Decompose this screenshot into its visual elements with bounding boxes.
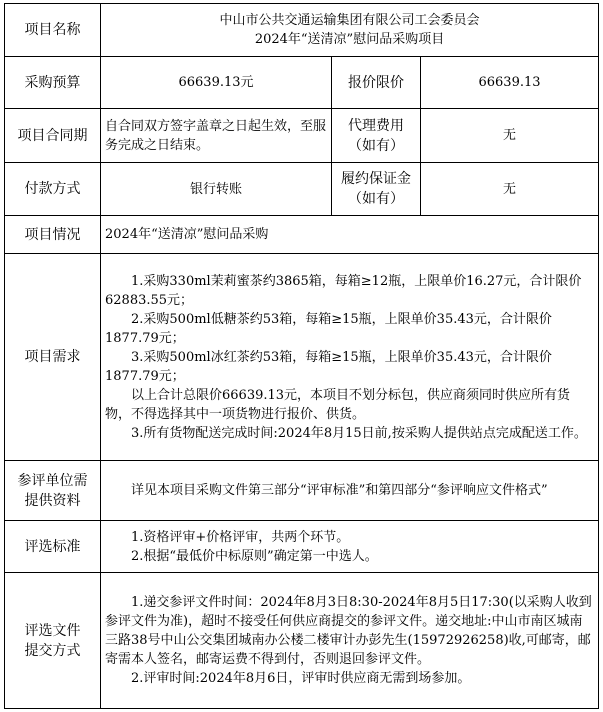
submission-line2: 提交方式 [24, 642, 81, 659]
label-agency-fee [332, 109, 421, 163]
materials-line2: 提供资料 [24, 492, 81, 509]
label-budget: 采购预算 [5, 57, 101, 109]
row-materials [5, 461, 599, 521]
criteria-item: 2.根据“最低价中标原则”确定第一中选人。 [131, 548, 378, 564]
label-project-name: 项目名称 [5, 4, 101, 57]
value-materials [101, 461, 599, 521]
label-price-limit: 报价限价 [332, 57, 421, 109]
value-payment: 银行转账 [101, 163, 332, 216]
row-submission [5, 573, 599, 709]
agency-fee-line1: 代理费用 [348, 117, 404, 134]
requirement-item: 1.采购330ml茉莉蜜茶约3865箱，每箱≥12瓶，上限单价16.27元，合计限价62883.55元； [105, 273, 582, 308]
value-requirements [101, 254, 599, 461]
procurement-table [4, 3, 599, 709]
agency-fee-line2: （如有） [348, 137, 404, 154]
requirement-item: 2.采购500ml低糖茶约53箱，每箱≥15瓶，上限单价35.43元，合计限价1877.79元； [105, 311, 552, 346]
value-project-name [101, 4, 599, 57]
row-situation [5, 216, 599, 254]
submission-item: 2.评审时间:2024年8月6日，评审时供应商无需到场参加。 [131, 671, 471, 686]
project-name-line2: 2024年“送清凉”慰问品采购项目 [254, 32, 445, 47]
row-payment [5, 163, 599, 216]
label-contract-period: 项目合同期 [5, 109, 101, 163]
deposit-line1: 履约保证金 [341, 171, 411, 187]
value-budget: 66639.13元 [101, 57, 332, 109]
value-situation: 2024年“送清凉”慰问品采购 [101, 216, 599, 254]
requirement-item: 以上合计总限价66639.13元，本项目不划分标包，供应商须同时供应所有货物，不得选择其中一项货物进行报价、供货。 [105, 387, 571, 422]
project-name-line1: 中山市公共交通运输集团有限公司工会委员会 [219, 13, 480, 28]
value-deposit: 无 [421, 163, 599, 216]
value-price-limit: 66639.13 [421, 57, 599, 109]
value-contract-period: 自合同双方签字盖章之日起生效，至服务完成之日结束。 [101, 109, 332, 163]
materials-line1: 参评单位需 [17, 472, 88, 489]
value-submission [101, 573, 599, 709]
requirement-item: 3.所有货物配送完成时间:2024年8月15日前,按采购人提供站点完成配送工作。 [131, 425, 587, 441]
label-materials [5, 461, 101, 521]
label-deposit [332, 163, 421, 216]
row-contract-period [5, 109, 599, 163]
label-requirements: 项目需求 [5, 254, 101, 461]
value-agency-fee: 无 [421, 109, 599, 163]
label-submission [5, 573, 101, 709]
value-criteria [101, 521, 599, 573]
label-criteria: 评选标准 [5, 521, 101, 573]
requirement-item: 3.采购500ml冰红茶约53箱，每箱≥15瓶，上限单价35.43元，合计限价1877.79元； [105, 349, 552, 384]
submission-item: 1.递交参评文件时间：2024年8月3日8:30-2024年8月5日17:30(以采购人收到参评文件为准)，超时不接受任何供应商提交的参评文件。递交地址:中山市南区城南三路38号中山公交集团城南办公楼二楼审计办彭先生(15972926258)收,可邮寄，邮寄需本人签名，邮寄运费不得到付，否则退回参评文件。 [105, 595, 592, 667]
criteria-item: 1.资格评审+价格评审，共两个环节。 [131, 529, 350, 545]
row-budget [5, 57, 599, 109]
row-project-name [5, 4, 599, 57]
label-situation: 项目情况 [5, 216, 101, 254]
row-criteria [5, 521, 599, 573]
materials-text: 详见本项目采购文件第三部分“评审标准”和第四部分“参评响应文件格式” [131, 483, 548, 498]
label-payment: 付款方式 [5, 163, 101, 216]
submission-line1: 评选文件 [24, 622, 81, 639]
row-requirements [5, 254, 599, 461]
deposit-line2: （如有） [348, 191, 404, 207]
